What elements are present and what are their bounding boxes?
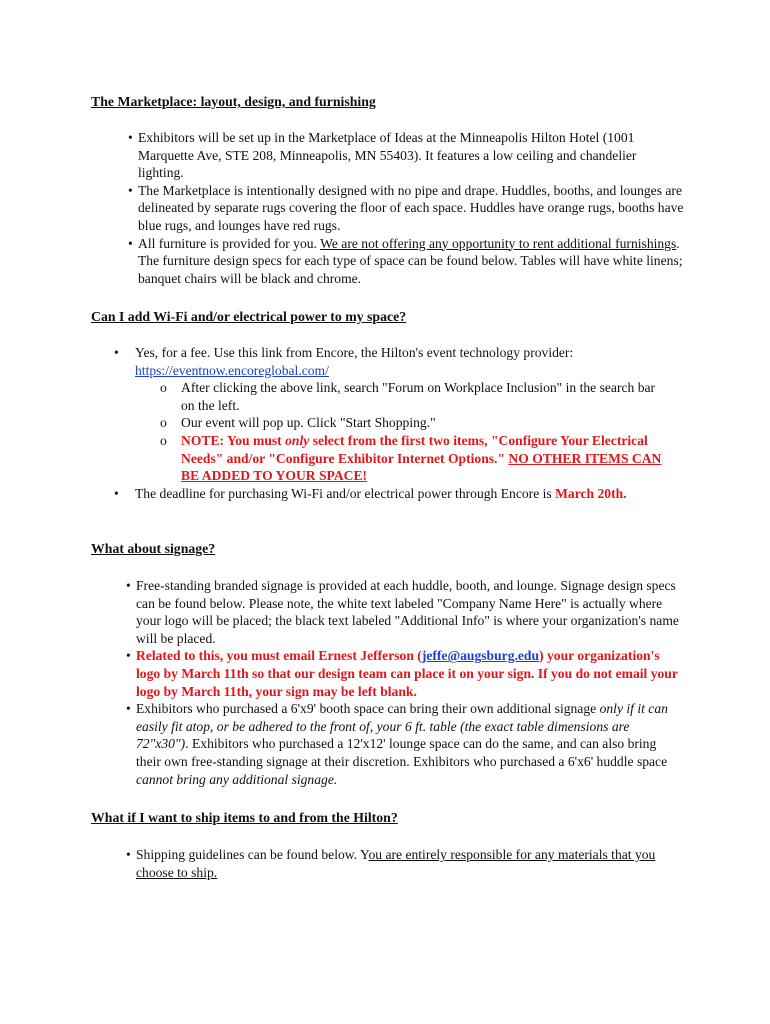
email-link[interactable]: jeffe@augsburg.edu: [421, 648, 540, 664]
list-item: [123, 577, 683, 647]
furniture-rent-notice: We are not offering any opportunity to rent additional furnishings: [320, 235, 677, 251]
list-item: [157, 432, 672, 485]
no-other-items-warning: NO OTHER ITEMS CAN BE ADDED TO YOUR SPACE!: [181, 450, 662, 484]
sub-bullet-icon: o: [160, 415, 167, 431]
sub-bullet-icon: o: [160, 380, 167, 396]
marketplace-list: [125, 129, 685, 287]
bullet-icon: •: [126, 648, 131, 664]
deadline-text: The deadline for purchasing Wi-Fi and/or electrical power through Encore is: [135, 485, 556, 501]
list-item: [157, 379, 672, 414]
wifi-steps-list: [157, 379, 672, 485]
bullet-icon: •: [114, 485, 119, 501]
marketplace-location-text: Exhibitors will be set up in the Marketplace of Ideas at the Minneapolis Hilton Hotel (1001 Marquette Ave, STE 208, Minneapolis, MN 55403). It features a low ceiling and chandelier lighting.: [138, 130, 637, 181]
step-search-text: After clicking the above link, search "Forum on Workplace Inclusion" in the search bar on the left.: [181, 380, 656, 413]
additional-signage-text: Exhibitors who purchased a 6'x9' booth space can bring their own additional signage only if it can easily fit atop, or be adhered to the front of, your 6 ft. table (the exact table dimensions are 72"x30"). Exhibitors who purchased a 12'x12' lounge space can do the same, and can also bring their own free-standing signage at their discretion. Exhibitors who purchased a 6'x6' huddle space cannot bring any additional signage.: [136, 701, 668, 787]
list-item: [125, 235, 685, 288]
list-item: [123, 647, 683, 700]
deadline-date: March 20th.: [555, 485, 627, 501]
bullet-icon: •: [128, 235, 133, 251]
bullet-icon: •: [128, 182, 133, 198]
section-heading-shipping: What if I want to ship items to and from the Hilton?: [91, 810, 398, 825]
bullet-icon: •: [114, 345, 119, 360]
bullet-icon: •: [128, 130, 133, 145]
bullet-icon: •: [126, 847, 131, 862]
signage-specs-text: Free-standing branded signage is provided at each huddle, booth, and lounge. Signage design specs can be found below. Please note, the white text labeled "Company Name Here" is actually where your logo will be placed; the black text labeled "Additional Info" is where your organization's name will be placed.: [136, 578, 679, 646]
list-item: [125, 129, 685, 182]
bullet-icon: •: [126, 701, 131, 717]
shipping-text: Shipping guidelines can be found below. Y: [136, 847, 369, 862]
step-shopping-text: Our event will pop up. Click "Start Shopping.": [181, 415, 436, 431]
encore-link[interactable]: https://eventnow.encoreglobal.com/: [135, 362, 329, 378]
note-text: NOTE: You must only select from the first two items, "Configure Your Electrical Needs" and/or "Configure Exhibitor Internet Options." NO OTHER ITEMS CAN BE ADDED TO YOUR SPACE!: [181, 432, 662, 484]
furniture-specs-text: . The furniture design specs for each type of space can be found below. Tables will have white linens; banquet chairs will be black and chrome.: [138, 235, 683, 286]
bullet-icon: •: [126, 578, 131, 593]
wifi-fee-text: Yes, for a fee. Use this link from Encore, the Hilton's event technology provider:: [135, 345, 574, 360]
list-item: [125, 182, 685, 235]
list-item: [112, 344, 672, 485]
wifi-list: [112, 344, 672, 502]
logo-email-notice: Related to this, you must email Ernest Jefferson (jeffe@augsburg.edu) your organization's logo by March 11th so that our design team can place it on your sign. If you do not email your logo by March 11th, your sign may be left blank.: [136, 648, 678, 699]
section-heading-signage: What about signage?: [91, 541, 216, 556]
section-heading-marketplace: The Marketplace: layout, design, and furnishing: [91, 94, 376, 109]
list-item: [112, 485, 672, 503]
list-item: [123, 700, 683, 788]
list-item: [157, 414, 672, 432]
sub-bullet-icon: o: [160, 432, 167, 448]
list-item: [123, 846, 683, 881]
marketplace-rugs-text: The Marketplace is intentionally designed with no pipe and drape. Huddles, booths, and lounges are delineated by separate rugs covering the floor of each space. Huddles have orange rugs, booths have blue rugs, and lounges have red rugs.: [138, 182, 684, 233]
section-heading-wifi: Can I add Wi-Fi and/or electrical power to my space?: [91, 309, 407, 324]
signage-list: [123, 577, 683, 788]
shipping-responsibility: ou are entirely responsible for any materials that you choose to ship.: [136, 847, 656, 880]
shipping-list: [123, 846, 683, 881]
furniture-text: All furniture is provided for you.: [138, 235, 321, 251]
